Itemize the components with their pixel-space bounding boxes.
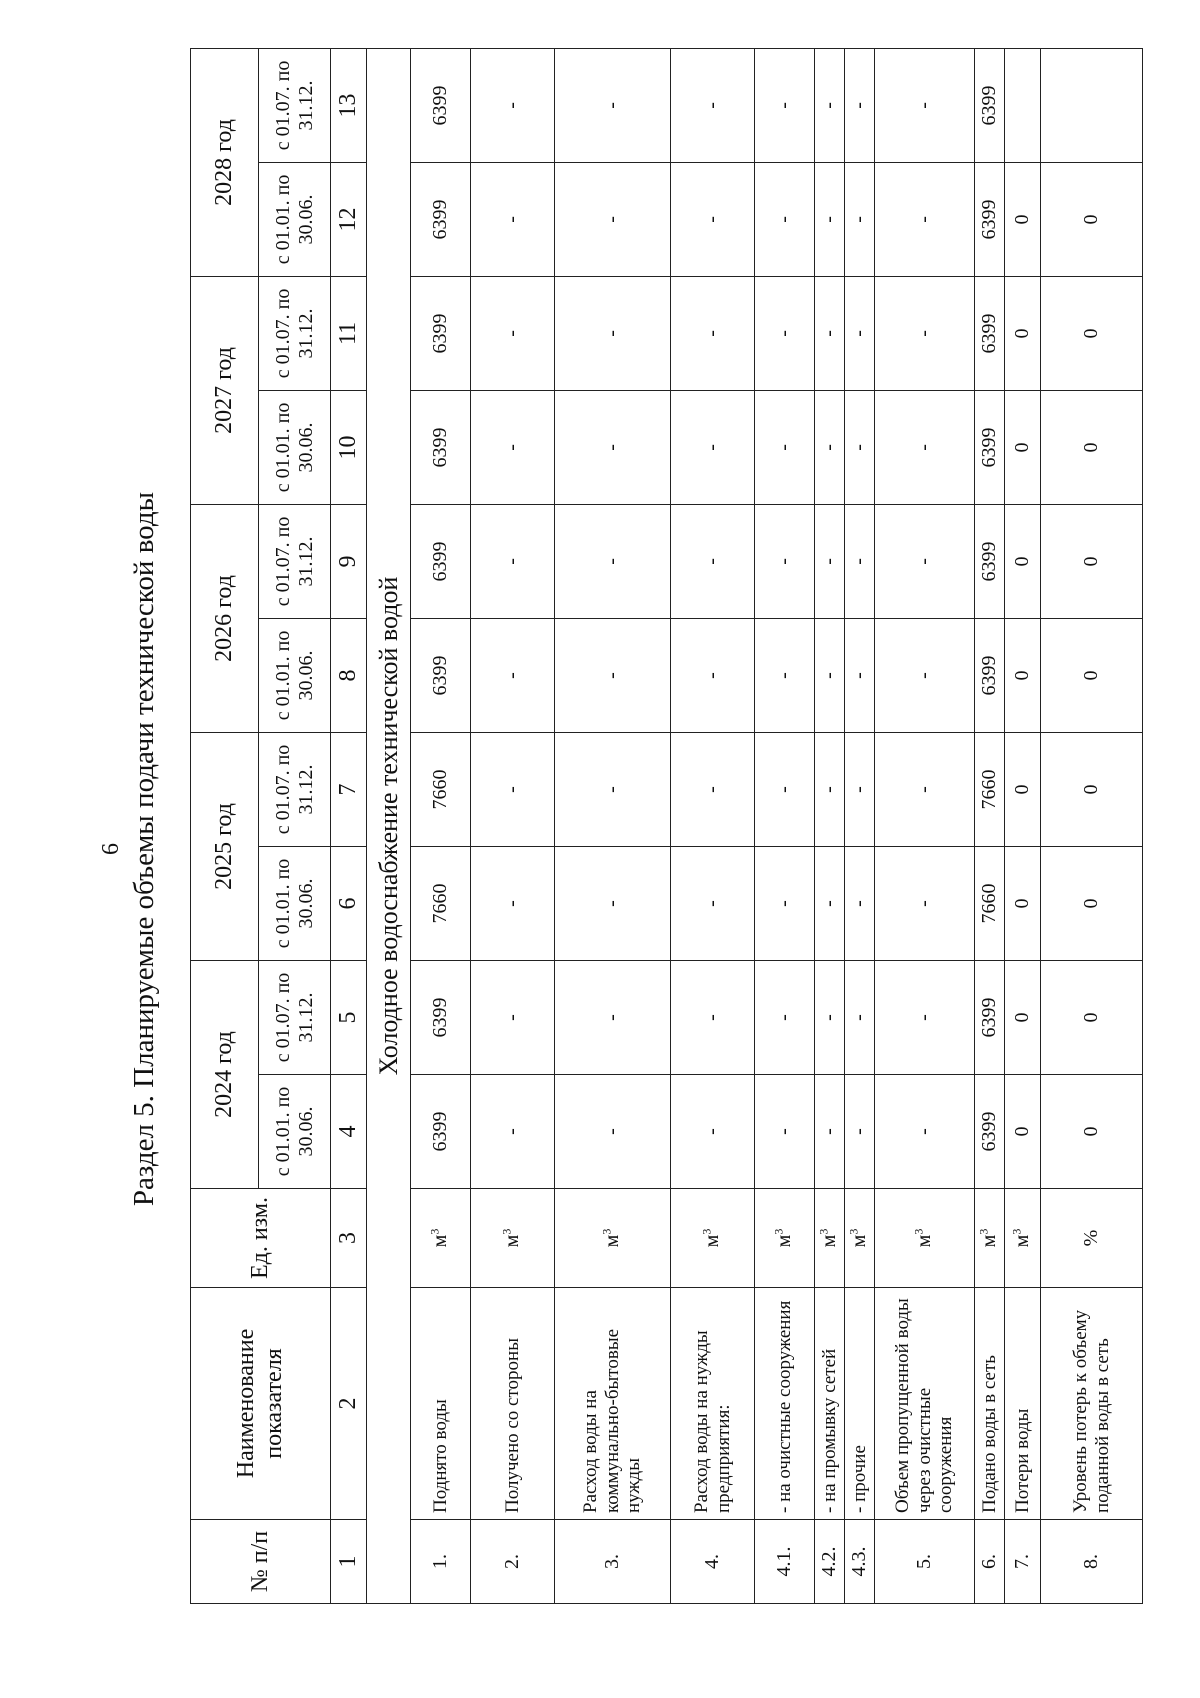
value-cell: - bbox=[875, 618, 975, 732]
value-cell: 0 bbox=[1005, 1075, 1041, 1189]
page-number: 6 bbox=[98, 843, 124, 855]
row-number: 7. bbox=[1005, 1520, 1041, 1604]
row-unit bbox=[555, 1189, 671, 1288]
header-period: с 01.01. по 30.06. bbox=[259, 618, 331, 732]
value-cell: - bbox=[671, 276, 755, 390]
value-cell: - bbox=[755, 48, 815, 162]
value-cell: - bbox=[555, 960, 671, 1074]
table-row bbox=[1005, 48, 1041, 1603]
value-cell: - bbox=[845, 732, 875, 846]
value-cell: - bbox=[845, 960, 875, 1074]
table-row bbox=[875, 48, 975, 1603]
value-cell: 6399 bbox=[411, 618, 471, 732]
value-cell: 6399 bbox=[975, 48, 1005, 162]
unit-text: % bbox=[1080, 1229, 1102, 1247]
table-row bbox=[815, 48, 845, 1603]
value-cell: 6399 bbox=[411, 504, 471, 618]
value-cell: - bbox=[671, 48, 755, 162]
value-cell: - bbox=[875, 390, 975, 504]
value-cell: - bbox=[471, 732, 555, 846]
value-cell: - bbox=[471, 390, 555, 504]
value-cell: - bbox=[555, 276, 671, 390]
column-number: 2 bbox=[331, 1288, 367, 1520]
value-cell bbox=[1005, 48, 1041, 162]
row-name: Получено со стороны bbox=[471, 1288, 555, 1520]
value-cell: 6399 bbox=[975, 390, 1005, 504]
column-number: 7 bbox=[331, 732, 367, 846]
column-number: 8 bbox=[331, 618, 367, 732]
value-cell: 0 bbox=[1005, 390, 1041, 504]
unit-exponent: 3 bbox=[599, 1228, 614, 1235]
row-number: 4.1. bbox=[755, 1520, 815, 1604]
column-number: 10 bbox=[331, 390, 367, 504]
value-cell: - bbox=[555, 162, 671, 276]
unit-exponent: 3 bbox=[976, 1228, 991, 1235]
value-cell: - bbox=[755, 276, 815, 390]
row-name: Поднято воды bbox=[411, 1288, 471, 1520]
row-unit bbox=[1041, 1189, 1143, 1288]
value-cell: 0 bbox=[1005, 732, 1041, 846]
value-cell: 0 bbox=[1041, 276, 1143, 390]
table-row bbox=[845, 48, 875, 1603]
header-period: с 01.07. по 31.12. bbox=[259, 276, 331, 390]
value-cell: - bbox=[845, 390, 875, 504]
value-cell bbox=[1041, 48, 1143, 162]
section-row: Холодное водоснабжение технической водой bbox=[367, 48, 411, 1603]
table-row bbox=[555, 48, 671, 1603]
value-cell: - bbox=[815, 48, 845, 162]
value-cell: 6399 bbox=[411, 276, 471, 390]
row-name: - на промывку сетей bbox=[815, 1288, 845, 1520]
header-year: 2028 год bbox=[191, 48, 259, 276]
value-cell: - bbox=[671, 390, 755, 504]
value-cell: 0 bbox=[1005, 960, 1041, 1074]
value-cell: - bbox=[755, 960, 815, 1074]
row-number: 1. bbox=[411, 1520, 471, 1604]
value-cell: - bbox=[815, 732, 845, 846]
header-period: с 01.07. по 31.12. bbox=[259, 48, 331, 162]
value-cell: 7660 bbox=[411, 846, 471, 960]
value-cell: - bbox=[875, 960, 975, 1074]
value-cell: - bbox=[471, 48, 555, 162]
value-cell: - bbox=[671, 960, 755, 1074]
value-cell: - bbox=[875, 276, 975, 390]
value-cell: 7660 bbox=[975, 732, 1005, 846]
header-period: с 01.07. по 31.12. bbox=[259, 960, 331, 1074]
value-cell: 6399 bbox=[975, 276, 1005, 390]
row-unit bbox=[975, 1189, 1005, 1288]
unit-text: м bbox=[701, 1234, 723, 1248]
value-cell: - bbox=[815, 504, 845, 618]
value-cell: 0 bbox=[1005, 504, 1041, 618]
value-cell: 0 bbox=[1041, 1075, 1143, 1189]
value-cell: - bbox=[471, 504, 555, 618]
value-cell: 0 bbox=[1041, 846, 1143, 960]
value-cell: - bbox=[815, 1075, 845, 1189]
value-cell: - bbox=[555, 504, 671, 618]
value-cell: 6399 bbox=[975, 504, 1005, 618]
value-cell: - bbox=[471, 618, 555, 732]
value-cell: - bbox=[671, 504, 755, 618]
value-cell: 6399 bbox=[411, 960, 471, 1074]
column-number: 6 bbox=[331, 846, 367, 960]
value-cell: - bbox=[755, 618, 815, 732]
row-name: Подано воды в сеть bbox=[975, 1288, 1005, 1520]
header-period: с 01.01. по 30.06. bbox=[259, 390, 331, 504]
value-cell: - bbox=[755, 504, 815, 618]
value-cell: 0 bbox=[1005, 276, 1041, 390]
unit-text: м bbox=[913, 1234, 935, 1248]
value-cell: - bbox=[845, 1075, 875, 1189]
section-title: Раздел 5. Планируемые объемы подачи технической воды bbox=[128, 491, 160, 1207]
row-unit bbox=[671, 1189, 755, 1288]
column-number: 11 bbox=[331, 276, 367, 390]
value-cell: - bbox=[845, 162, 875, 276]
value-cell: - bbox=[755, 732, 815, 846]
row-name: - прочие bbox=[845, 1288, 875, 1520]
row-unit bbox=[471, 1189, 555, 1288]
value-cell: 0 bbox=[1041, 732, 1143, 846]
value-cell: - bbox=[845, 618, 875, 732]
value-cell: - bbox=[555, 618, 671, 732]
unit-text: м bbox=[773, 1234, 795, 1248]
row-unit bbox=[875, 1189, 975, 1288]
unit-exponent: 3 bbox=[427, 1228, 442, 1235]
column-number: 4 bbox=[331, 1075, 367, 1189]
value-cell: 6399 bbox=[411, 162, 471, 276]
value-cell: 0 bbox=[1041, 390, 1143, 504]
value-cell: - bbox=[875, 504, 975, 618]
header-period: с 01.01. по 30.06. bbox=[259, 1075, 331, 1189]
header-name: Наименование показателя bbox=[191, 1288, 331, 1520]
value-cell: - bbox=[471, 162, 555, 276]
row-number: 4.2. bbox=[815, 1520, 845, 1604]
header-year: 2025 год bbox=[191, 732, 259, 960]
value-cell: - bbox=[845, 504, 875, 618]
value-cell: 6399 bbox=[975, 618, 1005, 732]
value-cell: - bbox=[671, 162, 755, 276]
table-row bbox=[1041, 48, 1143, 1603]
value-cell: - bbox=[755, 162, 815, 276]
value-cell: 6399 bbox=[975, 162, 1005, 276]
table-row bbox=[471, 48, 555, 1603]
value-cell: 6399 bbox=[975, 960, 1005, 1074]
header-year: 2026 год bbox=[191, 504, 259, 732]
value-cell: - bbox=[815, 162, 845, 276]
header-period: с 01.01. по 30.06. bbox=[259, 162, 331, 276]
value-cell: 6399 bbox=[975, 1075, 1005, 1189]
value-cell: - bbox=[471, 276, 555, 390]
value-cell: - bbox=[815, 960, 845, 1074]
unit-exponent: 3 bbox=[499, 1228, 514, 1235]
water-volume-table bbox=[190, 48, 1143, 1604]
value-cell: 7660 bbox=[975, 846, 1005, 960]
row-number: 4. bbox=[671, 1520, 755, 1604]
value-cell: - bbox=[671, 846, 755, 960]
row-name: Расход воды на нужды предприятия: bbox=[671, 1288, 755, 1520]
column-number: 1 bbox=[331, 1520, 367, 1604]
unit-text: м bbox=[429, 1234, 451, 1248]
value-cell: - bbox=[471, 1075, 555, 1189]
value-cell: - bbox=[671, 618, 755, 732]
value-cell: - bbox=[555, 48, 671, 162]
value-cell: - bbox=[755, 846, 815, 960]
value-cell: - bbox=[845, 846, 875, 960]
table-row bbox=[755, 48, 815, 1603]
value-cell: - bbox=[671, 1075, 755, 1189]
row-name: Потери воды bbox=[1005, 1288, 1041, 1520]
value-cell: - bbox=[845, 276, 875, 390]
value-cell: - bbox=[815, 276, 845, 390]
table-row bbox=[411, 48, 471, 1603]
column-number: 5 bbox=[331, 960, 367, 1074]
value-cell: 6399 bbox=[411, 1075, 471, 1189]
table-row bbox=[975, 48, 1005, 1603]
value-cell: 6399 bbox=[411, 390, 471, 504]
value-cell: 6399 bbox=[411, 48, 471, 162]
column-number: 13 bbox=[331, 48, 367, 162]
value-cell: 0 bbox=[1041, 504, 1143, 618]
value-cell: - bbox=[845, 48, 875, 162]
unit-exponent: 3 bbox=[699, 1228, 714, 1235]
column-number: 12 bbox=[331, 162, 367, 276]
unit-exponent: 3 bbox=[911, 1228, 926, 1235]
header-period: с 01.01. по 30.06. bbox=[259, 846, 331, 960]
column-number: 9 bbox=[331, 504, 367, 618]
unit-text: м bbox=[818, 1234, 840, 1248]
value-cell: 0 bbox=[1005, 618, 1041, 732]
row-name: - на очистные сооружения bbox=[755, 1288, 815, 1520]
header-year: 2027 год bbox=[191, 276, 259, 504]
value-cell: - bbox=[471, 960, 555, 1074]
value-cell: - bbox=[555, 390, 671, 504]
row-name: Объем пропущенной воды через очистные сооружения bbox=[875, 1288, 975, 1520]
row-number: 4.3. bbox=[845, 1520, 875, 1604]
header-year: 2024 год bbox=[191, 960, 259, 1188]
value-cell: - bbox=[875, 1075, 975, 1189]
row-number: 5. bbox=[875, 1520, 975, 1604]
row-unit bbox=[845, 1189, 875, 1288]
header-num: № п/п bbox=[191, 1520, 331, 1604]
value-cell: 0 bbox=[1041, 960, 1143, 1074]
unit-text: м bbox=[601, 1234, 623, 1248]
value-cell: 0 bbox=[1041, 162, 1143, 276]
value-cell: - bbox=[815, 390, 845, 504]
unit-text: м bbox=[501, 1234, 523, 1248]
value-cell: - bbox=[555, 846, 671, 960]
unit-exponent: 3 bbox=[1009, 1228, 1024, 1235]
value-cell: 7660 bbox=[411, 732, 471, 846]
value-cell: - bbox=[875, 162, 975, 276]
row-number: 2. bbox=[471, 1520, 555, 1604]
value-cell: - bbox=[815, 618, 845, 732]
unit-text: м bbox=[1011, 1234, 1033, 1248]
row-unit bbox=[411, 1189, 471, 1288]
value-cell: - bbox=[875, 48, 975, 162]
header-period: с 01.07. по 31.12. bbox=[259, 732, 331, 846]
row-unit bbox=[815, 1189, 845, 1288]
value-cell: - bbox=[755, 1075, 815, 1189]
header-unit: Ед. изм. bbox=[191, 1189, 331, 1288]
value-cell: - bbox=[875, 846, 975, 960]
row-number: 3. bbox=[555, 1520, 671, 1604]
value-cell: - bbox=[555, 732, 671, 846]
row-name: Уровень потерь к объему поданной воды в сеть bbox=[1041, 1288, 1143, 1520]
unit-text: м bbox=[978, 1234, 1000, 1248]
row-number: 6. bbox=[975, 1520, 1005, 1604]
unit-exponent: 3 bbox=[816, 1228, 831, 1235]
unit-exponent: 3 bbox=[846, 1228, 861, 1235]
value-cell: - bbox=[471, 846, 555, 960]
column-number: 3 bbox=[331, 1189, 367, 1288]
header-period: с 01.07. по 31.12. bbox=[259, 504, 331, 618]
value-cell: - bbox=[875, 732, 975, 846]
value-cell: 0 bbox=[1005, 162, 1041, 276]
value-cell: - bbox=[671, 732, 755, 846]
value-cell: - bbox=[755, 390, 815, 504]
table-row bbox=[671, 48, 755, 1603]
value-cell: 0 bbox=[1041, 618, 1143, 732]
table-body bbox=[411, 48, 1143, 1603]
value-cell: 0 bbox=[1005, 846, 1041, 960]
row-unit bbox=[1005, 1189, 1041, 1288]
row-name: Расход воды на коммунально-бытовые нужды bbox=[555, 1288, 671, 1520]
unit-text: м bbox=[848, 1234, 870, 1248]
value-cell: - bbox=[815, 846, 845, 960]
row-number: 8. bbox=[1041, 1520, 1143, 1604]
unit-exponent: 3 bbox=[771, 1228, 786, 1235]
row-unit bbox=[755, 1189, 815, 1288]
value-cell: - bbox=[555, 1075, 671, 1189]
